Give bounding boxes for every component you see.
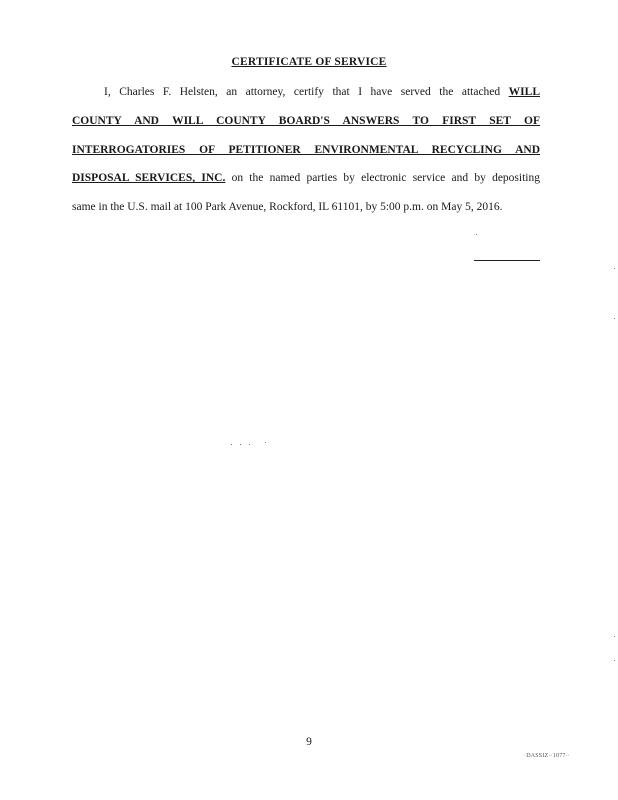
- paragraph-line-1: [72, 78, 540, 107]
- paragraph-line-3: [72, 136, 540, 165]
- service-details: same in the U.S. mail at 100 Park Avenue, Rockford, IL 61101, by 5:00 p.m. on May 5, 2016.: [72, 201, 503, 214]
- document-title-part-3: INTERROGATORIES OF PETITIONER ENVIRONMENTAL RECYCLING AND: [72, 143, 540, 156]
- scan-speck: [249, 444, 250, 445]
- document-title-part-4: DISPOSAL SERVICES, INC.: [72, 172, 226, 185]
- document-title-part-1: WILL: [508, 86, 540, 98]
- signature-line: [474, 260, 540, 261]
- document-id: ·DASSIZ··1077··: [524, 753, 570, 759]
- paragraph-line-2: [72, 107, 540, 136]
- scan-speck: [265, 442, 266, 443]
- page-number: 9: [306, 736, 312, 748]
- scan-speck: [476, 234, 477, 235]
- attorney-statement: I, Charles F. Helsten, an attorney, certify that I have served the attached: [104, 86, 509, 98]
- paragraph-line-5: [72, 193, 540, 222]
- scan-speck: [614, 636, 615, 637]
- scan-speck: [614, 660, 615, 661]
- scan-speck: [231, 444, 232, 445]
- scan-speck: [614, 318, 615, 319]
- certificate-paragraph: [72, 78, 540, 222]
- scan-speck: [614, 268, 615, 269]
- scan-speck: [240, 444, 241, 445]
- document-title-part-2: COUNTY AND WILL COUNTY BOARD'S ANSWERS TO FIRST SET OF: [72, 114, 540, 127]
- service-method: on the named parties by electronic service and by depositing: [225, 172, 540, 185]
- certificate-heading: CERTIFICATE OF SERVICE: [231, 56, 387, 68]
- paragraph-line-4: [72, 164, 540, 193]
